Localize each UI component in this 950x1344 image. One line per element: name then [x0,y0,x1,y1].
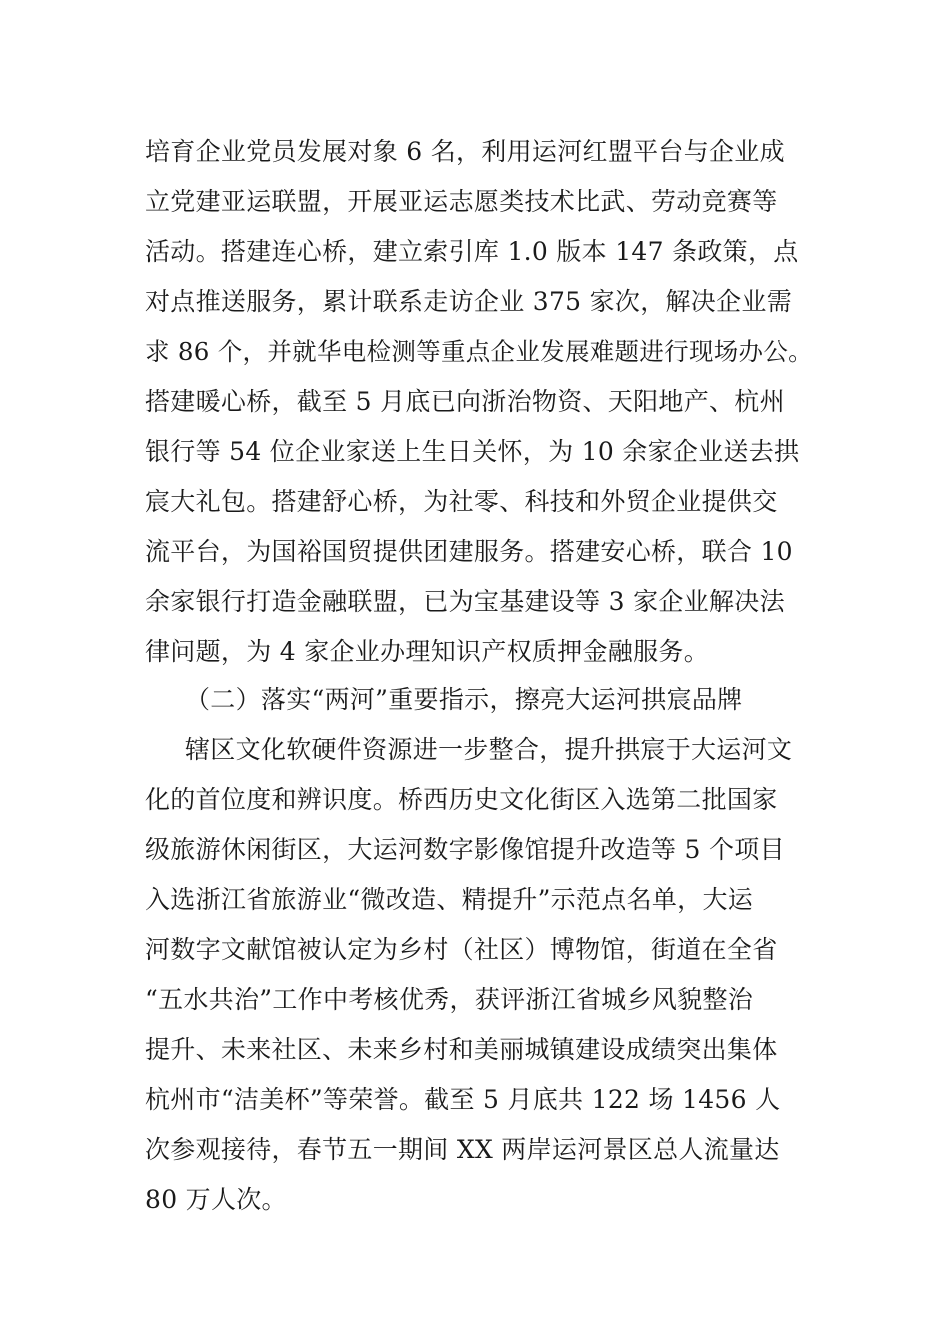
paragraph-1-line-7: 银行等 54 位企业家送上生日关怀，为 10 余家企业送去拱 [145,437,800,466]
paragraph-1-line-1: 培育企业党员发展对象 6 名，利用运河红盟平台与企业成 [145,137,785,166]
paragraph-2-line-2: 化的首位度和辨识度。桥西历史文化街区入选第二批国家 [145,785,778,814]
paragraph-1-line-8: 宸大礼包。搭建舒心桥，为社零、科技和外贸企业提供交 [145,487,778,516]
paragraph-2-line-3: 级旅游休闲街区，大运河数字影像馆提升改造等 5 个项目 [145,835,785,864]
paragraph-1-line-9: 流平台，为国裕国贸提供团建服务。搭建安心桥，联合 10 [145,537,793,566]
paragraph-1-line-5: 求 86 个，并就华电检测等重点企业发展难题进行现场办公。 [145,337,813,366]
paragraph-1-line-3: 活动。搭建连心桥，建立索引库 1.0 版本 147 条政策，点 [145,237,799,266]
paragraph-2-line-1: 辖区文化软硬件资源进一步整合，提升拱宸于大运河文 [185,735,793,764]
paragraph-2-line-8: 杭州市“洁美杯”等荣誉。截至 5 月底共 122 场 1456 人 [145,1085,781,1114]
paragraph-2-line-7: 提升、未来社区、未来乡村和美丽城镇建设成绩突出集体 [145,1035,778,1064]
paragraph-1-line-4: 对点推送服务，累计联系走访企业 375 家次，解决企业需 [145,287,793,316]
paragraph-1-line-2: 立党建亚运联盟，开展亚运志愿类技术比武、劳动竞赛等 [145,187,778,216]
paragraph-2-line-9: 次参观接待，春节五一期间 XX 两岸运河景区总人流量达 [145,1135,780,1164]
paragraph-2-line-10: 80 万人次。 [145,1185,287,1214]
paragraph-2-line-5: 河数字文献馆被认定为乡村（社区）博物馆，街道在全省 [145,935,778,964]
paragraph-2-line-4: 入选浙江省旅游业“微改造、精提升”示范点名单，大运 [145,885,754,914]
paragraph-2-line-6: “五水共治”工作中考核优秀，获评浙江省城乡风貌整治 [145,985,754,1014]
paragraph-1-line-10: 余家银行打造金融联盟，已为宝基建设等 3 家企业解决法 [145,587,785,616]
paragraph-1-line-11: 律问题，为 4 家企业办理知识产权质押金融服务。 [145,637,710,666]
paragraph-1-line-6: 搭建暖心桥，截至 5 月底已向浙治物资、天阳地产、杭州 [145,387,785,416]
section-heading: （二）落实“两河”重要指示，擦亮大运河拱宸品牌 [185,685,743,714]
